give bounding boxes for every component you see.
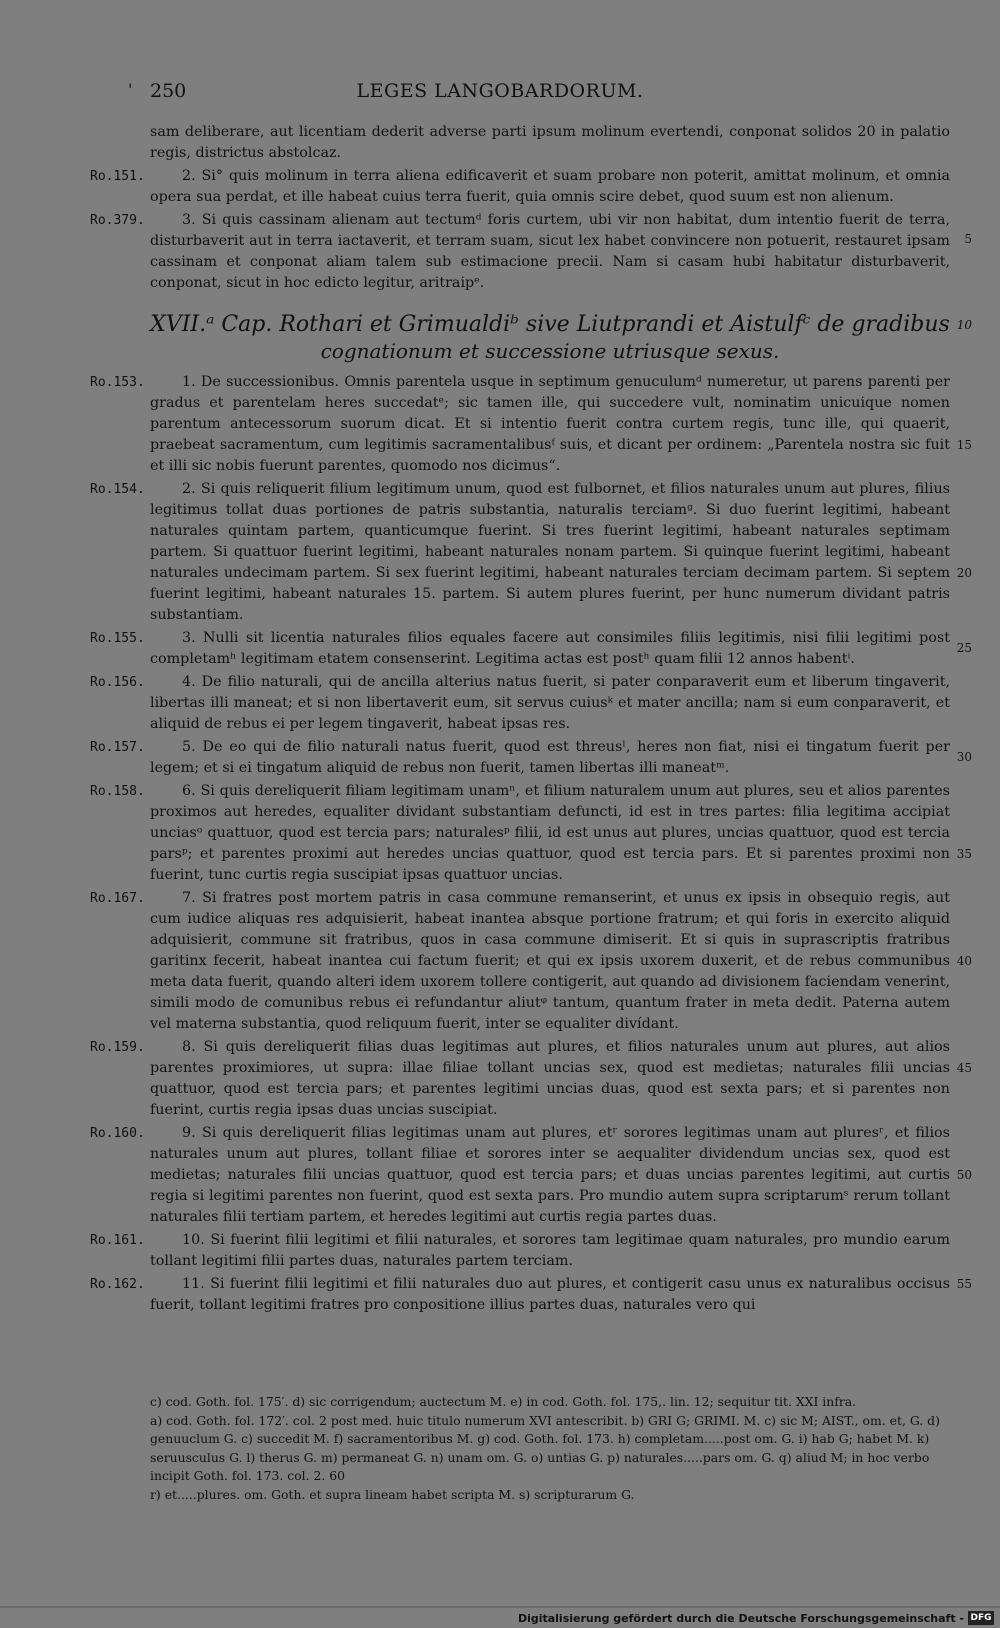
margin-reference: Ro.160. xyxy=(90,1126,145,1141)
margin-reference: Ro.161. xyxy=(90,1233,145,1248)
line-number: 35 xyxy=(956,847,972,861)
section-text: 10. Si fuerint filii legitimi et filii naturales, et sorores tam legitimae quam naturales, pro mundio earum tollant legitimi filii partes duas, naturales partem terciam. xyxy=(150,1232,950,1269)
paragraph-text: sam deliberare, aut licentiam dederit adverse parti ipsum molinum evertendi, conponat solidos 20 in palatio regis, districtus abstolcaz. xyxy=(150,124,950,161)
section-text: 1. De successionibus. Omnis parentela usque in septimum genuculumᵈ numeretur, ut parens parenti per gradus et parentelam heres succedatᵉ; sic tamen ille, qui succedere vult, nominatim unicuique nomen parentum antecessorum suorum dicat. Et si intentio fuerit contra curtem regis, tunc ille, qui quaerit, praebeat sacramentum, cum legitimis sacramentalibusᶠ suis, et dicant per ordinem: „Parentela nostra sic fuit et illi sic nobis fuerunt parentes, quomodo nos dicimus“. xyxy=(150,374,950,474)
section xyxy=(90,1230,950,1272)
section-text: 6. Si quis dereliquerit filiam legitimam unamⁿ, et filium naturalem unum aut plures, seu et alios parentes proximos aut heredes, equaliter dividant substantiam defuncti, id est in tres partes: filia legitima accipiat unciasᵒ quattuor, quod est tercia pars; naturalesᵖ filii, id est unus aut plures, uncias quattuor, quod est tercia parsᵖ; et parentes proximi aut heredes uncias quattuor, quod est tercia pars. Et si parentes proximi non fuerint, tunc curtis regia suscipiat ipsas quattuor uncias. xyxy=(150,783,950,883)
chapter-heading xyxy=(150,312,972,364)
margin-reference: Ro.153. xyxy=(90,375,145,390)
page-number: 250 xyxy=(150,80,187,102)
footnote: r) et.....plures. om. Goth. et supra lineam habet scripta M. s) scripturarum G. xyxy=(150,1486,635,1502)
footnotes xyxy=(150,1393,950,1504)
dfg-logo-icon: DFG xyxy=(968,1611,994,1625)
header-mark: ' xyxy=(128,80,133,99)
section xyxy=(90,372,972,477)
line-number: 10 xyxy=(956,318,972,332)
main-text xyxy=(90,122,972,1318)
line-number: 40 xyxy=(956,954,972,968)
line-number: 5 xyxy=(964,232,972,246)
line-number: 30 xyxy=(956,750,972,764)
section-text: 11. Si fuerint filii legitimi et filii naturales duo aut plures, et contigerit casu unus ex naturalibus occisus fuerit, tollant legitimi fratres pro conpositione illius partes duas, naturales vero qui xyxy=(150,1276,950,1313)
paragraph xyxy=(90,210,950,294)
section xyxy=(90,737,972,779)
margin-reference: Ro.155. xyxy=(90,631,145,646)
line-number: 55 xyxy=(956,1277,972,1291)
line-number: 50 xyxy=(956,1168,972,1182)
section-text: 3. Nulli sit licentia naturales filios equales facere aut consimiles filiis legitimis, nisi filii legitimi post completamʰ legitimam etatem consenserint. Legitima actas est postʰ quam filii 12 annos habentⁱ. xyxy=(150,630,950,667)
section xyxy=(90,1274,972,1316)
margin-reference: Ro.156. xyxy=(90,675,145,690)
section xyxy=(90,1123,972,1228)
margin-reference: Ro.151. xyxy=(90,169,145,184)
margin-reference: Ro.158. xyxy=(90,784,145,799)
line-number: 15 xyxy=(956,438,972,452)
section xyxy=(90,628,972,670)
margin-reference: Ro.162. xyxy=(90,1277,145,1292)
line-number: 20 xyxy=(956,566,972,580)
section xyxy=(90,781,972,886)
footnote: a) cod. Goth. fol. 172′. col. 2 post med. huic titulo numerum XVI antescribit. b) GRI G; GRIMI. M. c) sic M; AIST., om. et, G. d) genuuclum G. c) succedit M. f) sacramentoribus M. g) cod. Goth. fol. 173. h) completam.....post om. G. i) hab G; habet M. k) seruusculus G. l) therus G. m) permaneat G. n) unam om. G. o) untias G. p) naturales.....pars om. G. q) aliud M; in hoc verbo incipit Goth. fol. 173. col. 2. 60 xyxy=(150,1412,940,1483)
section-text: 7. Si fratres post mortem patris in casa commune remanserint, et unus ex ipsis in obsequio regis, aut cum iudice aliquas res adquisierit, habeat inantea absque portione fratrum; et qui foris in exercito aliquid adquisierit, commune sit fratribus, quos in casa commune dimiserit. Et si quis in suprascriptis fratribus garitinx fecerit, habeat inantea cui factum fuerit; et qui ex ipsis uxorem duxerit, et de rebus communibus meta data fuerit, quando alteri idem uxorem tollere contigerit, aut quando ad divisionem faciendam venerint, simili modo de comunibus rebus ei refundantur aliutᵠ tantum, quantum frater in meta dedit. Paterna autem vel materna substantia, quod reliquum fuerit, inter se equaliter divídant. xyxy=(150,890,950,1032)
section-text: 4. De filio naturali, qui de ancilla alterius natus fuerit, si pater conparaverit eum et liberum tingaverit, libertas illi maneat; et si non libertaverit eum, sit servus cuiusᵏ et mater ancilla; nam si eum conparaverit, et aliquid de rebus ei per legem tingaverit, habeat ipsas res. xyxy=(150,674,950,732)
section-text: 2. Si quis reliquerit filium legitimum unum, quod est fulbornet, et filios naturales unum aut plures, filius legitimus tollat duas portiones de patris substantia, naturalis terciamᵍ. Si duo fuerint legitimi, habeant naturales quintam partem, quanticumque fuerint. Si tres fuerint legitimi, habeant naturales septimam partem. Si quattuor fuerint legitimi, habeant naturales nonam partem. Si quinque fuerint legitimi, habeant naturales undecimam partem. Si sex fuerint legitimi, habeant naturales terciam decimam partem. Si septem fuerint legitimi, habeant naturales 15. partem. Si autem plures fuerint, per hunc numerum dividant patris substantiam. xyxy=(150,481,950,623)
page-header xyxy=(0,80,1000,110)
section xyxy=(90,479,972,626)
margin-reference: Ro.159. xyxy=(90,1040,145,1055)
running-title: LEGES LANGOBARDORUM. xyxy=(356,80,644,102)
funding-credit: Digitalisierung gefördert durch die Deutsche Forschungsgemeinschaft - xyxy=(517,1612,964,1625)
footnote: c) cod. Goth. fol. 175′. d) sic corrigendum; auctectum M. e) in cod. Goth. fol. 175,. lin. 12; sequitur tit. XXI infra. xyxy=(150,1394,857,1409)
section-text: 8. Si quis dereliquerit filias duas legitimas aut plures, et filios naturales unum aut plures, aut alios parentes proximiores, ut supra: illae filiae tollant uncias sex, quod est medietas; naturales filii uncias quattuor, quod est tercia pars; et parentes legitimi uncias duas, quod est sexta pars; et si parentes non fuerint, curtis regia ipsas duas uncias suscipiat. xyxy=(150,1039,950,1118)
paragraph-text: 2. Si° quis molinum in terra aliena edificaverit et suam probare non poterit, amittat molinum, et omnia opera sua perdat, et ille habeat cuius terra fuerit, quia omnis scire debet, quod suum est non alienum. xyxy=(150,168,950,205)
paragraph xyxy=(150,122,950,164)
section xyxy=(90,672,950,735)
margin-reference: Ro.154. xyxy=(90,482,145,497)
section-text: 5. De eo qui de filio naturali natus fuerit, quod est threusˡ, heres non fiat, nisi ei tingatum fuerit per legem; et si ei tingatum aliquid de rebus non fuerit, tamen libertas illi maneatᵐ. xyxy=(150,739,950,776)
line-number: 25 xyxy=(956,641,972,655)
margin-reference: Ro.157. xyxy=(90,740,145,755)
paragraph-text: 3. Si quis cassinam alienam aut tectumᵈ foris curtem, ubi vir non habitat, dum intentio fuerit de terra, disturbaverit aut in terra iactaverit, et terram suam, sicut lex habet convincere non potuerit, restauret ipsam cassinam et conponat aliam talem sub estimacione precii. Nam si casam hubi habitatur disturbaverit, conponat, sicut in hoc edicto legitur, aritraipᵉ. xyxy=(150,212,950,291)
section xyxy=(90,1037,972,1121)
chapter-title-line2: cognationum et successione utriusque sexus. xyxy=(320,339,780,363)
line-number: 45 xyxy=(956,1061,972,1075)
chapter-title-line1: XVII.ᵃ Cap. Rothari et Grimualdiᵇ sive Liutprandi et Aistulfᶜ de gradibus xyxy=(150,312,950,337)
margin-reference: Ro.379. xyxy=(90,213,145,228)
footer-divider xyxy=(0,1606,1000,1608)
section-text: 9. Si quis dereliquerit filias legitimas unam aut plures, etʳ sorores legitimas unam aut pluresʳ, et filios naturales unum aut plures, tollant filiae et sorores inter se aequaliter dividendum uncias sex, quod est medietas; naturales filii uncias quattuor, quod est tercia pars; et duas uncias parentes legitimi, aut curtis regia si legitimi parentes non fuerint, quod est sexta pars. Pro mundio autem supra scriptarumˢ rerum tollant naturales filii tertiam partem, et heredes legitimi aut curtis regia partes duas. xyxy=(150,1125,950,1225)
margin-reference: Ro.167. xyxy=(90,891,145,906)
section xyxy=(90,888,972,1035)
